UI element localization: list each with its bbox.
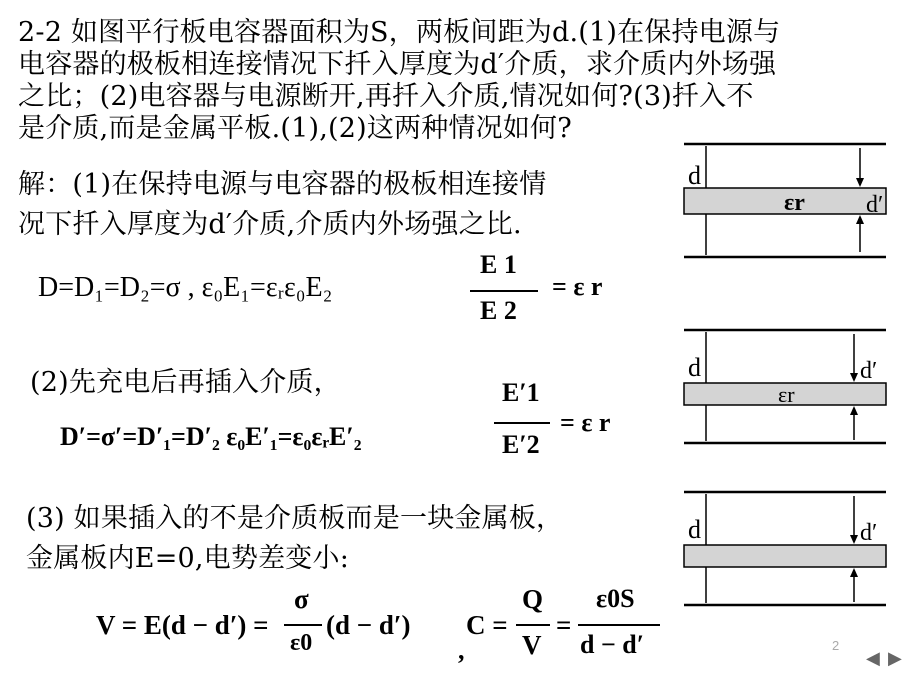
problem-line-1: 2-2 如图平行板电容器面积为S，两板间距为d.(1)在保持电源与: [18, 17, 781, 48]
part3-line-1: (3) 如果插入的不是介质板而是一块金属板，: [26, 503, 564, 534]
d-label: d: [688, 161, 701, 190]
equation-4-denominator-2: d − d′: [580, 630, 645, 659]
problem-line-4: 是介质,而是金属平板.(1),(2)这两种情况如何?: [18, 113, 572, 144]
d-label: d: [688, 515, 701, 544]
problem-line-2: 电容器的极板相连接情况下扦入厚度为d′介质，求介质内外场强: [18, 49, 777, 80]
equation-4-numerator-2: ε0S: [596, 584, 635, 613]
equation-4-numerator-1: Q: [522, 584, 544, 614]
equation-1: D=D₁=D₂=σ , ε₀E₁=εᵣε₀E₂: [38, 272, 333, 303]
equation-4-fraction-bar-1: [516, 624, 550, 626]
separator-comma: ,: [458, 636, 465, 665]
page-number: 2: [832, 638, 840, 653]
equation-4-fraction-bar-2: [578, 624, 660, 626]
capacitor-diagram-dielectric-2: [676, 326, 896, 451]
arrow-head-up-icon: [850, 568, 858, 577]
ratio2-numerator: E′1: [502, 378, 540, 407]
equation-3-tail: (d − d′): [326, 610, 411, 640]
dprime-label: d′: [860, 358, 878, 384]
ratio2-denominator: E′2: [502, 430, 540, 459]
arrow-head-down-icon: [850, 373, 858, 382]
dprime-label: d′: [860, 520, 878, 546]
arrow-head-down-icon: [856, 178, 864, 187]
capacitor-diagram-metal-plate: [676, 488, 896, 613]
part3-line-2: 金属板内E=0,电势差变小:: [26, 543, 349, 574]
ratio1-rhs: = ε r: [552, 272, 603, 301]
ratio2-rhs: = ε r: [560, 408, 611, 437]
solution-line-2: 况下扦入厚度为d′介质,介质内外场强之比.: [18, 209, 522, 240]
next-slide-icon[interactable]: ▶: [888, 648, 902, 669]
capacitor-diagram-dielectric-1: [676, 140, 896, 265]
equation-3-denominator: ε0: [290, 630, 313, 656]
equation-3-lhs: V = E(d − d′) =: [96, 610, 269, 640]
arrow-head-up-icon: [856, 215, 864, 224]
equation-3-fraction-bar: [284, 624, 322, 626]
ratio1-denominator: E 2: [480, 296, 517, 325]
solution-line-1: 解：(1)在保持电源与电容器的极板相连接情: [18, 169, 547, 200]
arrow-head-down-icon: [850, 535, 858, 544]
dprime-label: d′: [866, 192, 884, 218]
problem-line-3: 之比；(2)电容器与电源断开,再扦入介质,情况如何?(3)扦入不: [18, 81, 754, 112]
d-label: d: [688, 353, 701, 382]
ratio1-fraction-bar: [470, 290, 538, 292]
metal-plate: [684, 545, 886, 567]
equation-4-equals: =: [556, 610, 572, 640]
equation-4-denominator-1: V: [522, 630, 542, 660]
arrow-head-up-icon: [850, 406, 858, 415]
equation-3-numerator: σ: [294, 584, 309, 614]
epsilon-r-label: εr: [784, 190, 805, 216]
equation-2: D′=σ′=D′₁=D′₂ ε₀E′₁=ε₀εᵣE′₂: [60, 422, 362, 451]
epsilon-r-label: εr: [778, 382, 795, 407]
ratio2-fraction-bar: [494, 422, 550, 424]
ratio1-numerator: E 1: [480, 250, 517, 279]
equation-4-lhs: C =: [466, 610, 508, 640]
part2-text: (2)先充电后再插入介质，: [30, 367, 341, 398]
prev-slide-icon[interactable]: ◀: [866, 648, 880, 669]
